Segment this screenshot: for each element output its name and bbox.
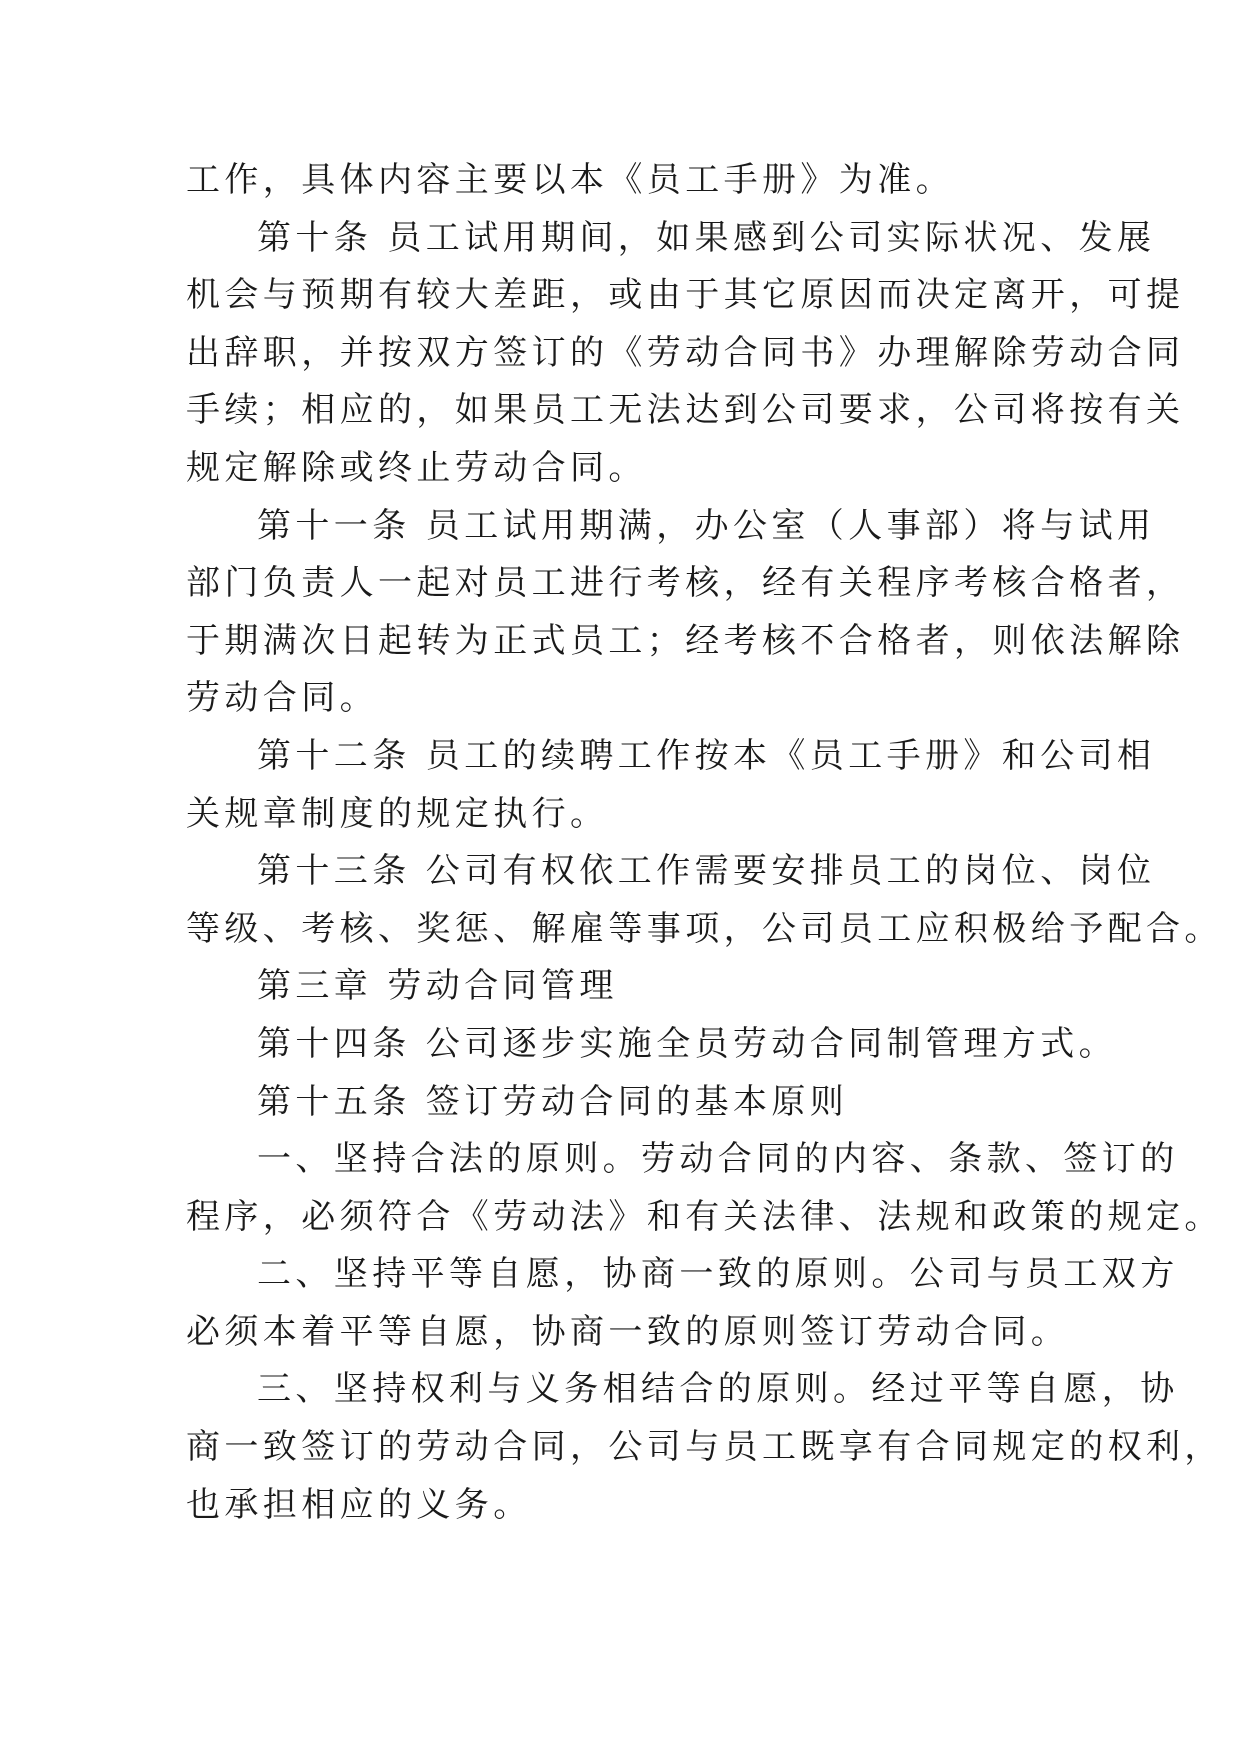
paragraph-line: 机会与预期有较大差距，或由于其它原因而决定离开，可提: [186, 275, 1185, 316]
article-13-line: 第十三条 公司有权依工作需要安排员工的岗位、岗位: [257, 851, 1156, 892]
article-12-line: 第十二条 员工的续聘工作按本《员工手册》和公司相: [257, 735, 1156, 776]
principle-3-line: 三、坚持权利与义务相结合的原则。经过平等自愿，协: [257, 1369, 1179, 1410]
article-14-line: 第十四条 公司逐步实施全员劳动合同制管理方式。: [257, 1023, 1118, 1064]
article-15-line: 第十五条 签订劳动合同的基本原则: [257, 1081, 849, 1122]
paragraph-line: 规定解除或终止劳动合同。: [186, 447, 647, 488]
principle-1-line: 一、坚持合法的原则。劳动合同的内容、条款、签订的: [257, 1139, 1179, 1180]
chapter-3-heading: 第三章 劳动合同管理: [257, 966, 618, 1007]
paragraph-line: 等级、考核、奖惩、解雇等事项，公司员工应积极给予配合。: [186, 908, 1223, 949]
paragraph-line: 出辞职，并按双方签订的《劳动合同书》办理解除劳动合同: [186, 332, 1185, 373]
paragraph-line: 劳动合同。: [186, 678, 378, 719]
article-10-line: 第十条 员工试用期间，如果感到公司实际状况、发展: [257, 217, 1156, 258]
document-body: [186, 152, 1223, 1534]
paragraph-line: 工作，具体内容主要以本《员工手册》为准。: [186, 160, 954, 200]
paragraph-line: 于期满次日起转为正式员工；经考核不合格者，则依法解除: [186, 620, 1185, 661]
paragraph-line: 部门负责人一起对员工进行考核，经有关程序考核合格者，: [186, 563, 1185, 604]
paragraph-line: 程序，必须符合《劳动法》和有关法律、法规和政策的规定。: [186, 1196, 1223, 1237]
principle-2-line: 二、坚持平等自愿，协商一致的原则。公司与员工双方: [257, 1254, 1179, 1295]
article-11-line: 第十一条 员工试用期满，办公室（人事部）将与试用: [257, 505, 1156, 546]
paragraph-line: 手续；相应的，如果员工无法达到公司要求，公司将按有关: [186, 390, 1185, 431]
paragraph-line: 关规章制度的规定执行。: [186, 793, 609, 834]
paragraph-line: 商一致签订的劳动合同，公司与员工既享有合同规定的权利，: [186, 1427, 1223, 1468]
paragraph-line: 也承担相应的义务。: [186, 1484, 532, 1525]
paragraph-line: 必须本着平等自愿，协商一致的原则签订劳动合同。: [186, 1311, 1070, 1352]
